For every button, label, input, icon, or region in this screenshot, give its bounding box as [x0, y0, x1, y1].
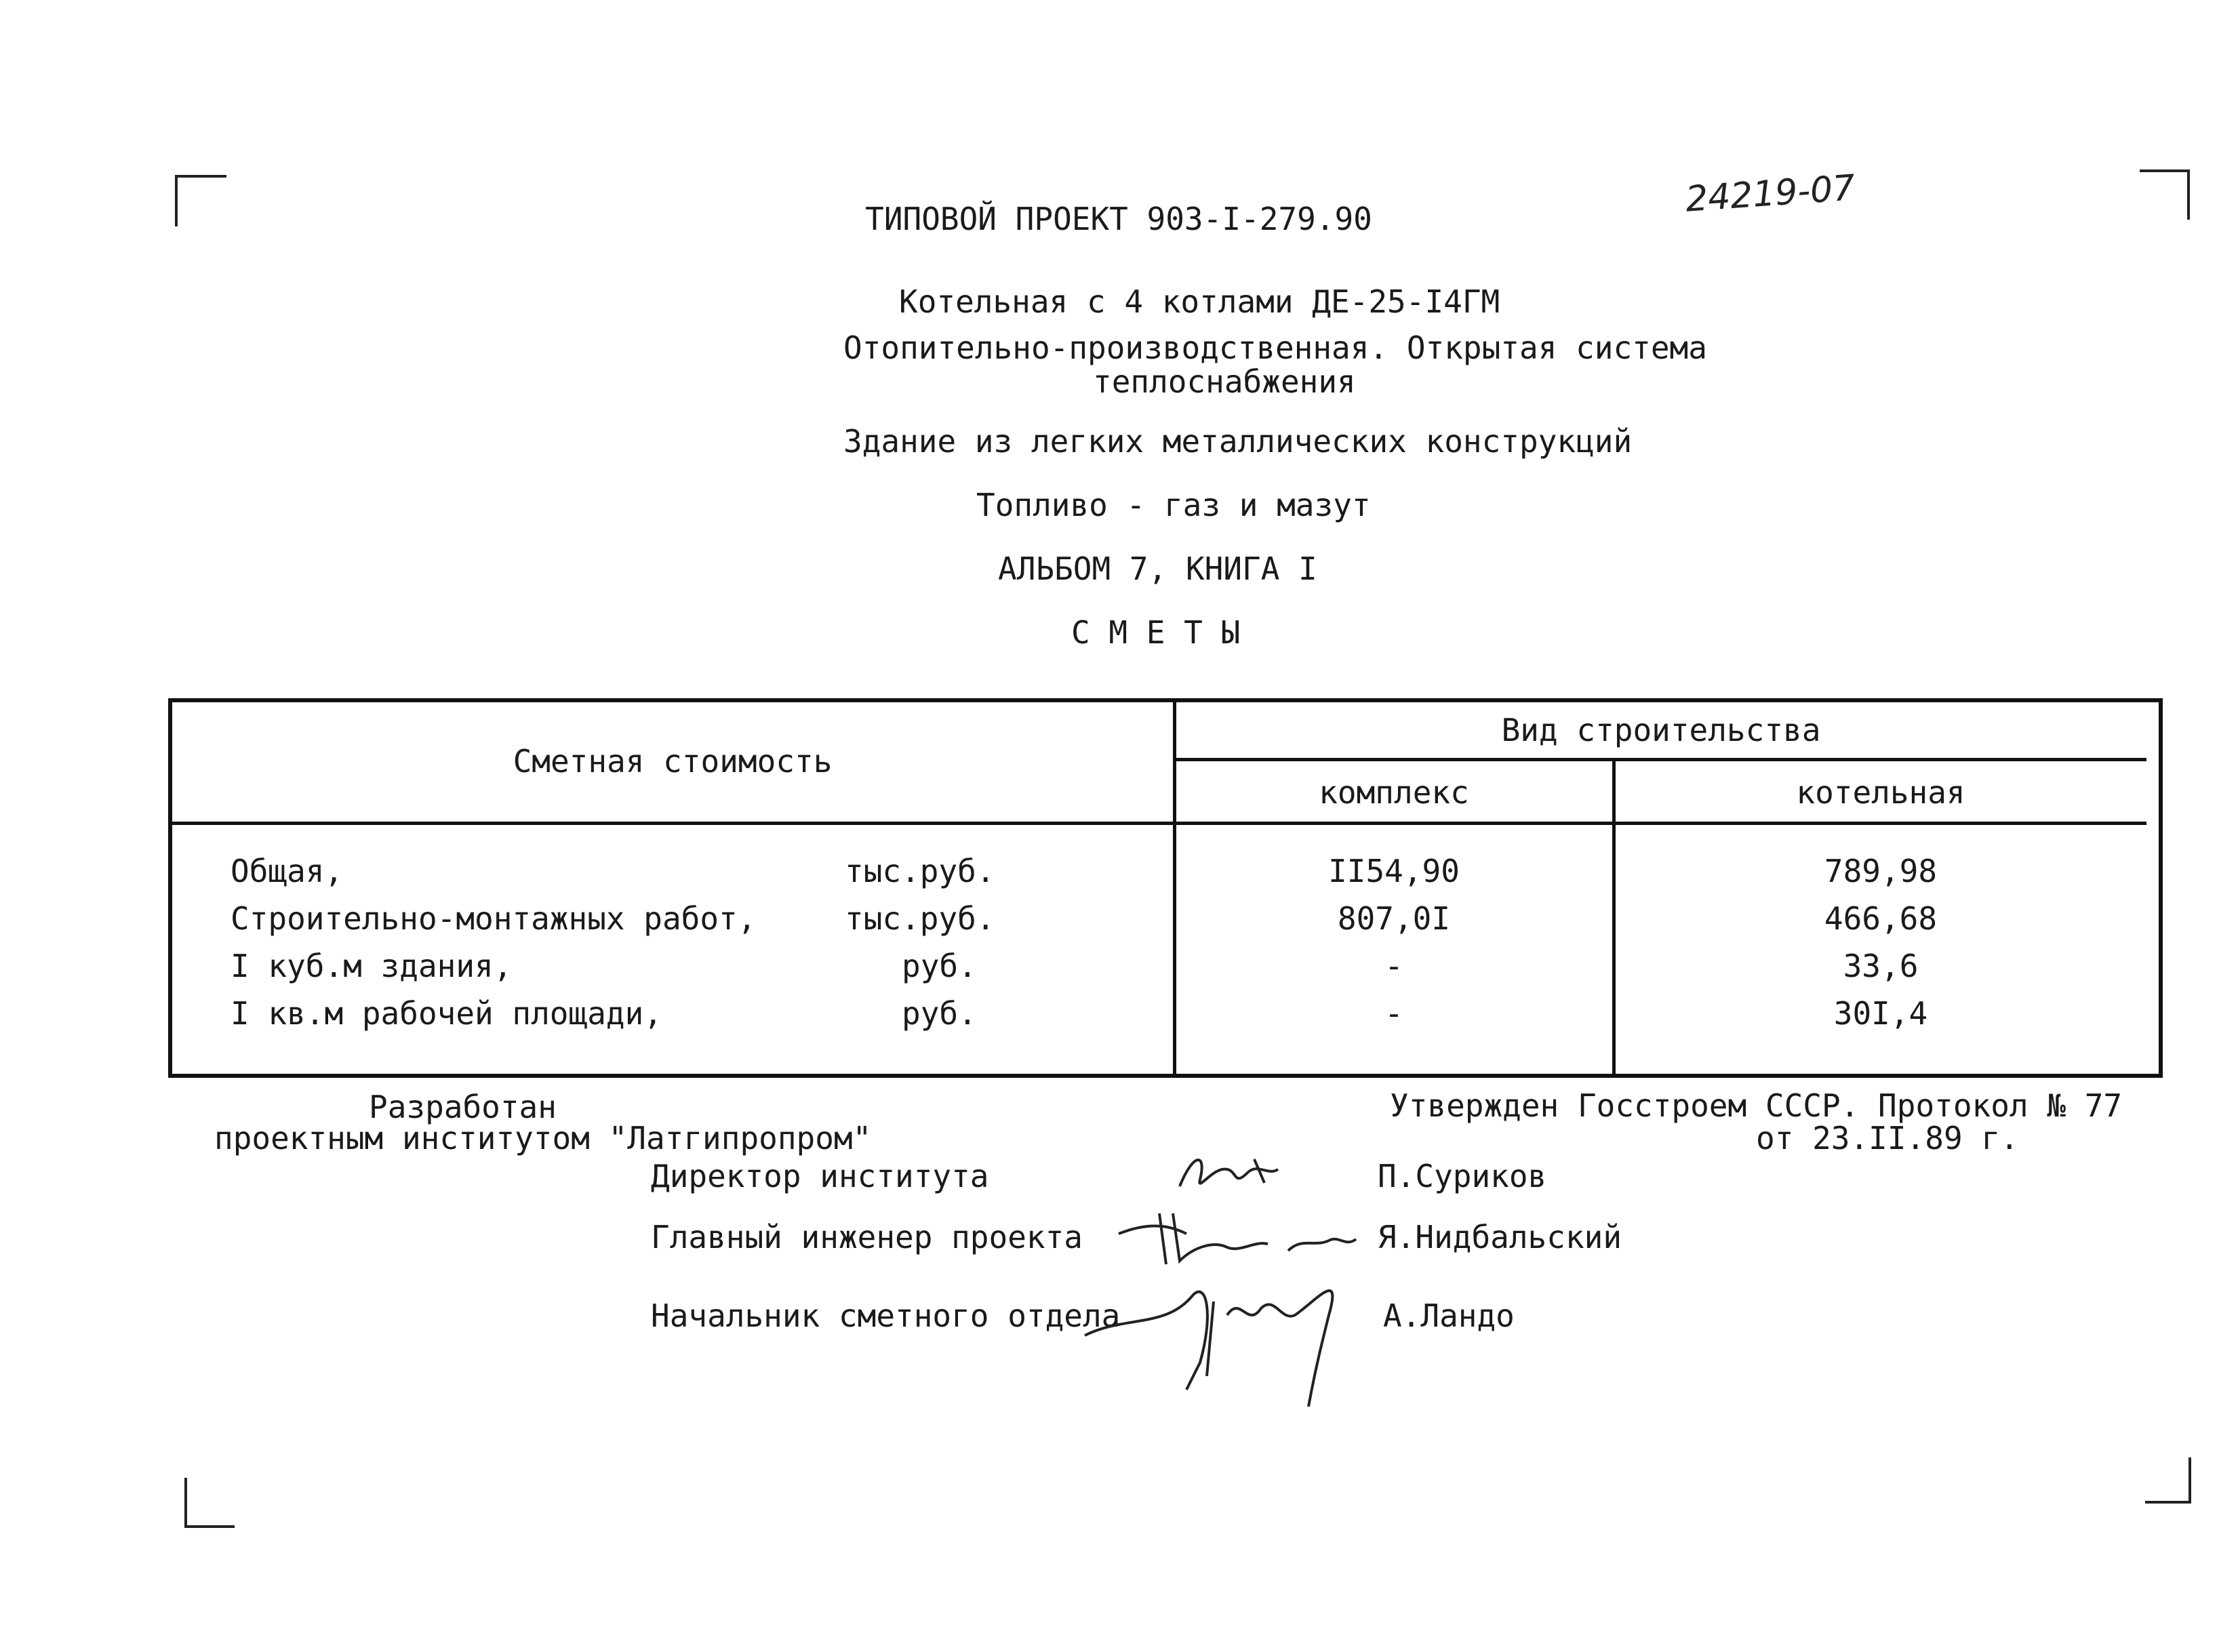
header-boiler: котельная: [1796, 774, 1965, 811]
table-rule-header-group: [1176, 758, 2146, 761]
subtitle-system: Отопительно-производственная. Открытая система: [843, 329, 1707, 366]
header-construction-type: Вид строительства: [1501, 712, 1821, 748]
row-boiler: 466,68: [1824, 900, 1938, 937]
row-boiler: 789,98: [1824, 853, 1938, 889]
row-label: I куб.м здания,: [231, 948, 513, 984]
header-complex: комплекс: [1319, 774, 1469, 811]
row-complex: -: [1384, 995, 1403, 1032]
row-label: Строительно-монтажных работ,: [231, 900, 757, 937]
developed-by-institute: проектным институтом "Латгипропром": [214, 1120, 872, 1156]
signature-estimates-head: [1071, 1254, 1370, 1417]
row-boiler: 30I,4: [1833, 995, 1928, 1032]
row-unit: руб.: [902, 995, 977, 1032]
row-boiler: 33,6: [1843, 948, 1919, 984]
row-unit: тыс.руб.: [845, 900, 995, 937]
row-complex: II54,90: [1328, 853, 1460, 889]
signature-director: [1153, 1139, 1315, 1207]
approved-by: Утвержден Госстроем СССР. Протокол № 77: [1390, 1087, 2123, 1124]
signatory-name-chief-engineer: Я.Нидбальский: [1378, 1219, 1622, 1255]
subtitle-heat: теплоснабжения: [1093, 363, 1356, 400]
subtitle-fuel: Топливо - газ и мазут: [976, 487, 1371, 523]
row-label: I кв.м рабочей площади,: [231, 995, 662, 1032]
estimates-label: С М Е Т Ы: [1071, 614, 1241, 651]
signatory-role-chief-engineer: Главный инженер проекта: [651, 1219, 1083, 1255]
row-complex: 807,0I: [1337, 900, 1451, 937]
corner-mark-bottom-left: [184, 1478, 235, 1528]
document-title: ТИПОВОЙ ПРОЕКТ 903-I-279.90: [865, 201, 1372, 237]
signatory-role-director: Директор института: [651, 1158, 989, 1194]
signatory-role-estimates-head: Начальник сметного отдела: [651, 1297, 1121, 1334]
approval-date: от 23.II.89 г.: [1756, 1120, 2019, 1156]
row-unit: руб.: [902, 948, 977, 984]
subtitle-building: Здание из легких металлических конструкций: [843, 423, 1633, 460]
album-label: АЛЬБОМ 7, КНИГА I: [998, 550, 1317, 587]
signatory-name-estimates-head: А.Ландо: [1383, 1297, 1515, 1334]
signatory-name-director: П.Суриков: [1378, 1158, 1547, 1194]
row-label: Общая,: [231, 853, 344, 889]
developed-by-label: Разработан: [369, 1089, 557, 1125]
row-unit: тыс.руб.: [845, 853, 995, 889]
corner-mark-top-right: [2140, 169, 2190, 220]
header-estimate-cost: Сметная стоимость: [513, 743, 833, 780]
table-rule-header-bottom: [172, 822, 2146, 825]
row-complex: -: [1384, 948, 1403, 984]
corner-mark-top-left: [175, 175, 226, 226]
archive-number: 24219-07: [1684, 167, 1857, 220]
subtitle-boiler: Котельная с 4 котлами ДЕ-25-I4ГМ: [899, 283, 1500, 320]
corner-mark-bottom-right: [2145, 1457, 2191, 1504]
